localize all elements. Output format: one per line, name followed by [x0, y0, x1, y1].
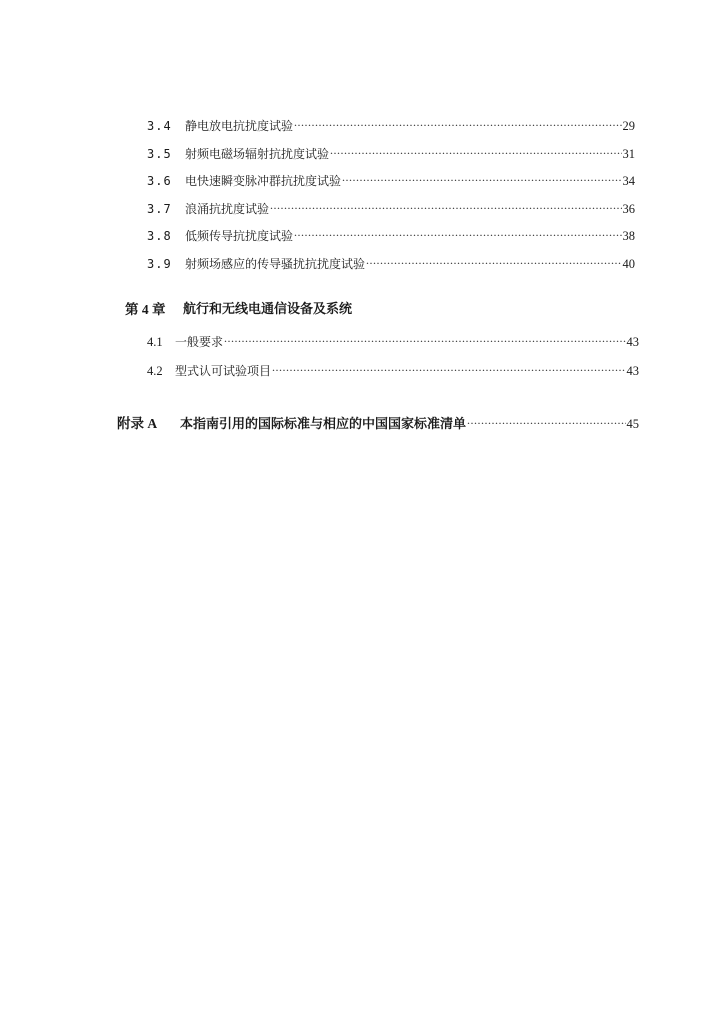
toc-entry-title: 本指南引用的国际标准与相应的中国国家标准清单	[180, 417, 467, 432]
toc-entry-number: 3.7	[147, 202, 172, 216]
toc-entry-title: 型式认可试验项目	[175, 364, 272, 378]
toc-entry-page: 43	[626, 335, 639, 349]
toc-entry-title: 低频传导抗扰度试验	[185, 229, 294, 243]
toc-entry-title: 射频场感应的传导骚扰抗扰度试验	[185, 257, 366, 271]
toc-entry-number: 3.8	[147, 229, 172, 243]
toc-entry-number: 4.2	[147, 364, 163, 378]
dot-leader	[294, 220, 621, 240]
toc-entry-number: 3.4	[147, 119, 172, 133]
toc-entry-page: 34	[622, 174, 635, 188]
dot-leader	[272, 355, 625, 375]
toc-entry-page: 38	[622, 229, 635, 243]
chapter-number: 第 4 章	[125, 302, 166, 317]
toc-entry-number: 4.1	[147, 335, 163, 349]
dot-leader	[467, 408, 625, 428]
dot-leader	[366, 248, 621, 268]
toc-entry-3-6[interactable]	[147, 165, 635, 188]
toc-entry-3-5[interactable]	[147, 138, 635, 161]
toc-entry-3-7[interactable]	[147, 193, 635, 216]
toc-entry-title: 浪涌抗扰度试验	[185, 202, 270, 216]
toc-entry-4-2[interactable]	[147, 355, 639, 378]
toc-entry-title: 一般要求	[175, 335, 224, 349]
toc-entry-3-9[interactable]	[147, 248, 635, 271]
dot-leader	[270, 193, 621, 213]
toc-entry-number: 3.6	[147, 174, 172, 188]
toc-entry-page: 40	[622, 257, 635, 271]
toc-entry-appendix-a[interactable]	[117, 408, 639, 432]
toc-entry-title: 电快速瞬变脉冲群抗扰度试验	[185, 174, 342, 188]
toc-entry-page: 36	[622, 202, 635, 216]
chapter-4-heading[interactable]	[125, 299, 352, 321]
toc-entry-number: 附录 A	[117, 416, 158, 431]
toc-entry-page: 45	[626, 417, 639, 431]
toc-entry-3-8[interactable]	[147, 220, 635, 243]
toc-entry-4-1[interactable]	[147, 326, 639, 349]
toc-entry-page: 29	[622, 119, 635, 133]
dot-leader	[342, 165, 621, 185]
toc-entry-title: 射频电磁场辐射抗扰度试验	[185, 147, 330, 161]
toc-entry-page: 43	[626, 364, 639, 378]
dot-leader	[294, 110, 621, 130]
dot-leader	[224, 326, 625, 346]
dot-leader	[330, 138, 621, 158]
toc-entry-number: 3.5	[147, 147, 172, 161]
chapter-title: 航行和无线电通信设备及系统	[183, 302, 353, 317]
toc-entry-title: 静电放电抗扰度试验	[185, 119, 294, 133]
toc-entry-number: 3.9	[147, 257, 172, 271]
toc-entry-3-4[interactable]	[147, 110, 635, 133]
toc-entry-page: 31	[622, 147, 635, 161]
